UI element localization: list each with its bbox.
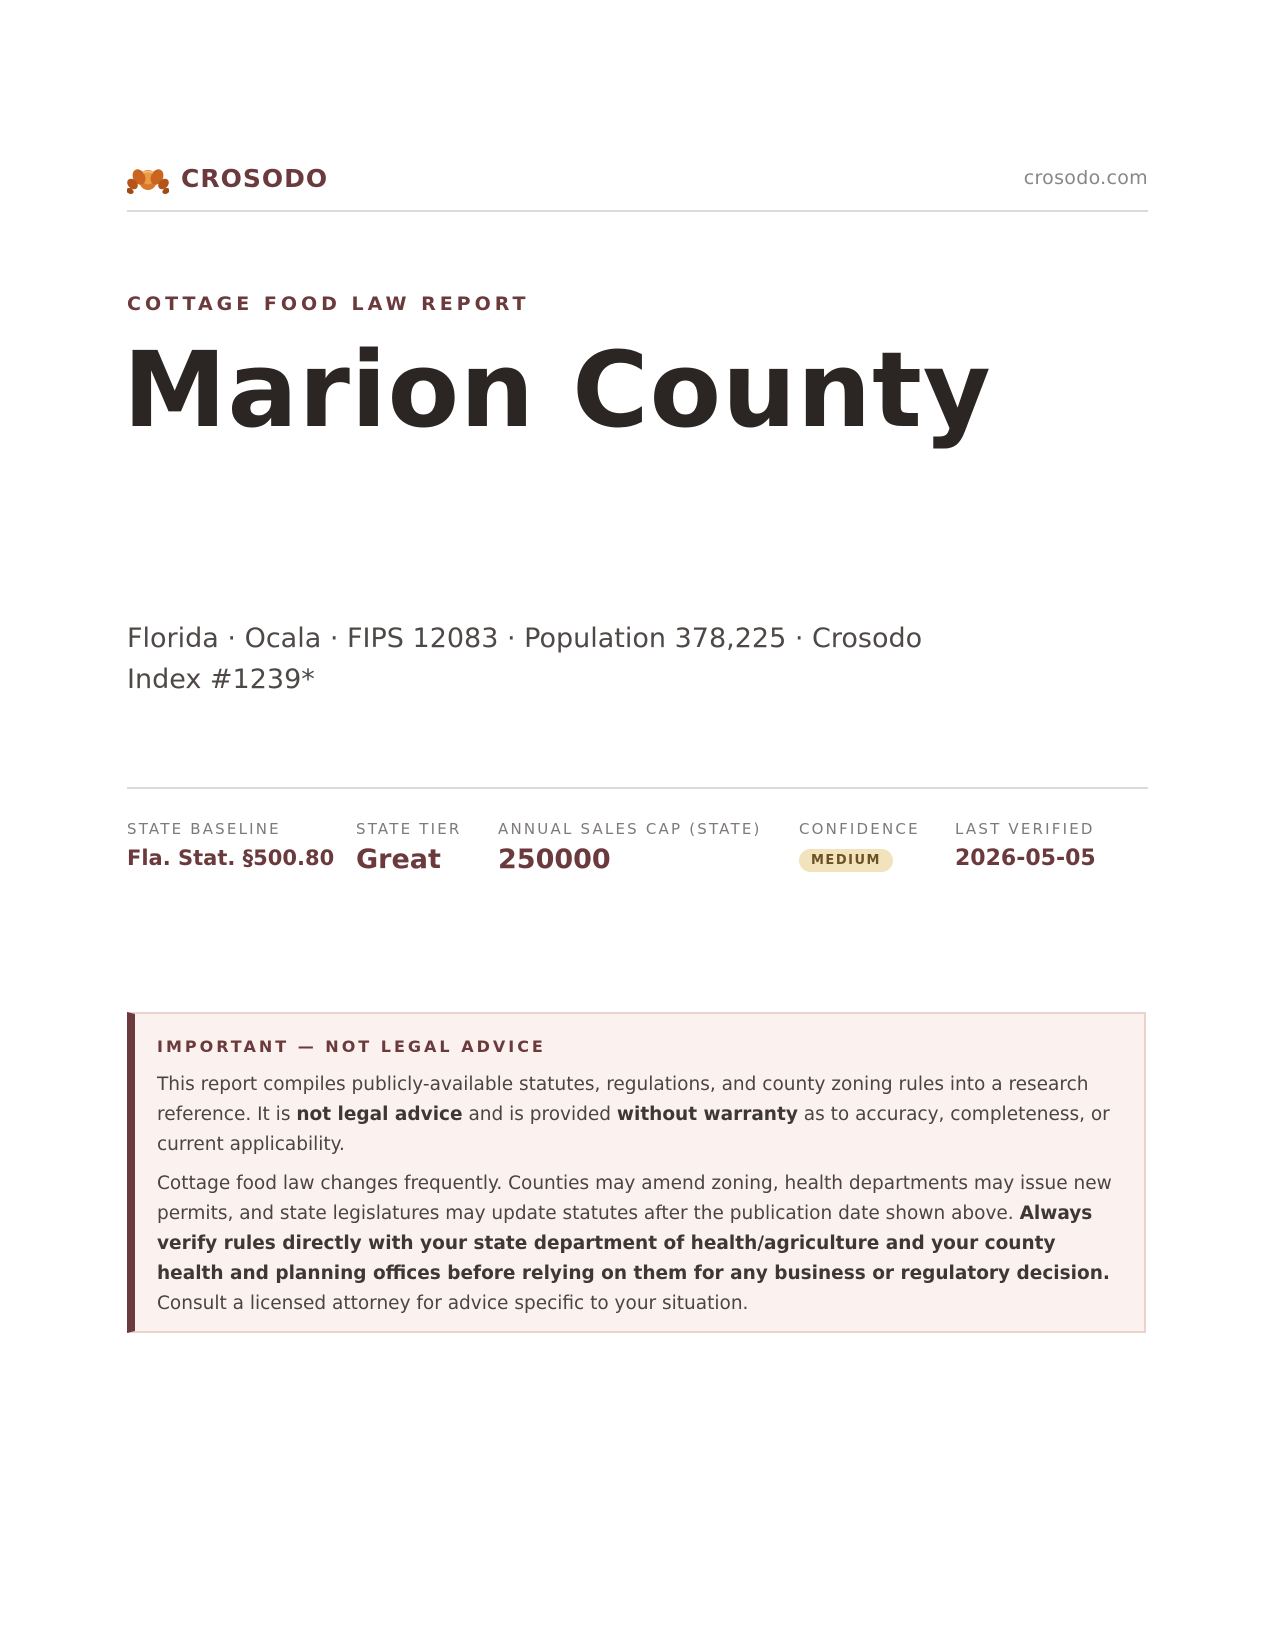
- report-kicker: COTTAGE FOOD LAW REPORT: [127, 293, 530, 315]
- stat-state-tier: [356, 820, 462, 875]
- legal-notice: [127, 1012, 1146, 1333]
- notice-text: Cottage food law changes frequently. Counties may amend zoning, health departments may issue new permits, and state legislatures may update statutes after the publication date shown above.: [157, 1173, 1112, 1224]
- stat-value: 250000: [498, 844, 611, 875]
- page-header: [127, 158, 1148, 212]
- site-url-link[interactable]: crosodo.com: [1023, 167, 1148, 189]
- stat-confidence: [799, 820, 920, 872]
- report-subtitle: Florida · Ocala · FIPS 12083 · Population 378,225 · Crosodo Index #1239*: [127, 623, 923, 695]
- stat-last-verified: [955, 820, 1096, 871]
- notice-paragraph: [157, 1070, 1122, 1160]
- stat-value: Great: [356, 844, 441, 875]
- stat-value: 2026-05-05: [955, 846, 1096, 871]
- stat-label: ANNUAL SALES CAP (STATE): [498, 820, 762, 838]
- notice-emphasis: without warranty: [616, 1104, 798, 1125]
- stat-annual-sales-cap: [498, 820, 762, 875]
- stat-label: LAST VERIFIED: [955, 820, 1095, 838]
- stats-row: [127, 787, 1148, 889]
- notice-title: IMPORTANT — NOT LEGAL ADVICE: [157, 1037, 546, 1056]
- report-page: [123, 0, 1148, 1650]
- stat-label: CONFIDENCE: [799, 820, 920, 838]
- notice-text: This report compiles publicly-available statutes, regulations, and county zoning rules into a research reference. It is: [157, 1074, 1089, 1125]
- notice-text: Consult a licensed attorney for advice specific to your situation.: [157, 1293, 749, 1314]
- notice-emphasis: not legal advice: [296, 1104, 463, 1125]
- stat-label: STATE BASELINE: [127, 820, 281, 838]
- confidence-badge: MEDIUM: [799, 849, 893, 872]
- page-title: Marion County: [123, 329, 992, 451]
- brand[interactable]: [127, 158, 328, 198]
- notice-text: as to accuracy, completeness, or current applicability.: [157, 1104, 1110, 1155]
- stat-label: STATE TIER: [356, 820, 462, 838]
- stat-state-baseline: [127, 820, 334, 870]
- notice-paragraph: [157, 1169, 1122, 1319]
- stat-value: Fla. Stat. §500.80: [127, 846, 335, 870]
- notice-text: and is provided: [462, 1104, 617, 1125]
- croissant-icon: [127, 158, 169, 198]
- brand-name: CROSODO: [181, 163, 329, 193]
- notice-emphasis: Always verify rules directly with your state department of health/agriculture and your county health and planning offices before relying on them for any business or regulatory decision.: [157, 1203, 1110, 1284]
